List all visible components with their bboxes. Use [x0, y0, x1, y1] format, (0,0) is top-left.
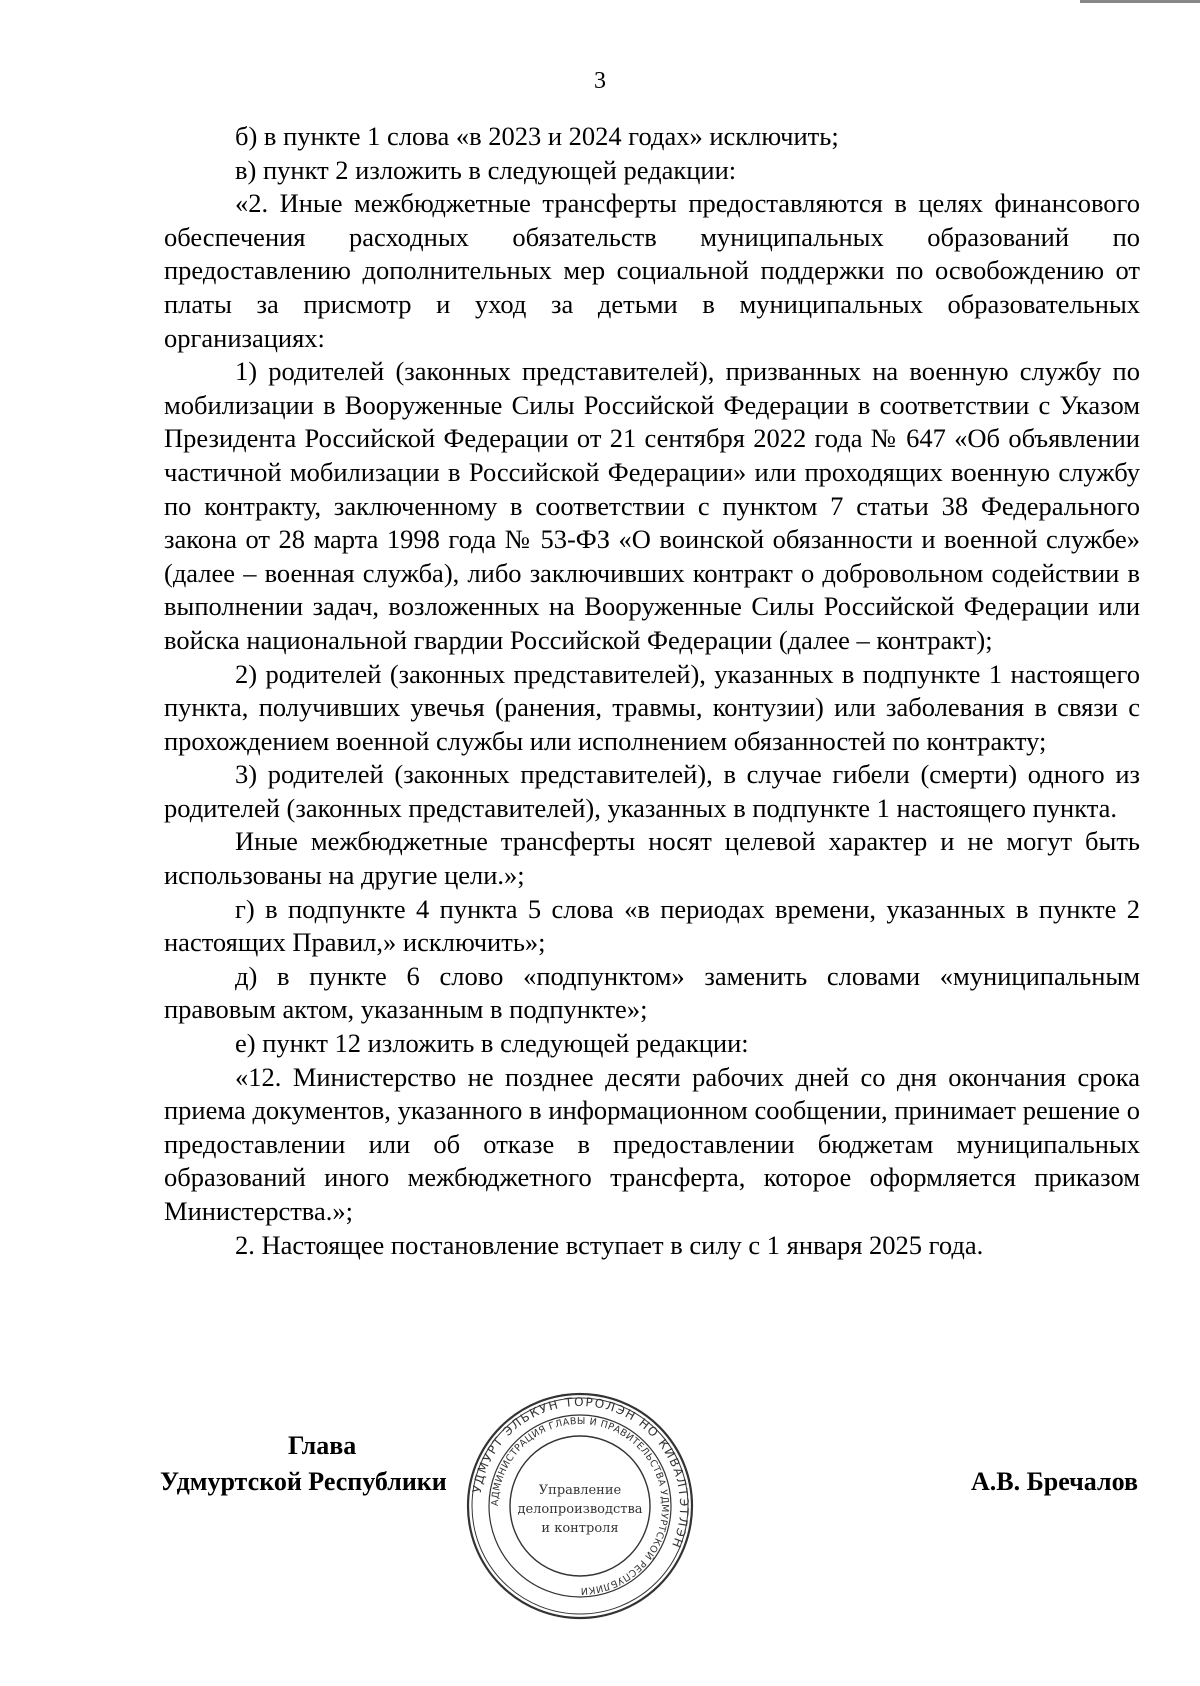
paragraph-point-12: «12. Министерство не позднее десяти рабочих дней со дня окончания срока приема документов, указанного в информационном сообщении, принимает решение о предоставлении или об отказе в предоставлении бюджетам муниципальных образований иного межбюджетного трансферта, которое оформляется приказом Министерства.»; — [164, 1061, 1140, 1226]
stamp-outer-text: УДМУРТ ЭЛЬКУН ТОРОЛЭН НО КИВАЛТЭТЛЭН — [469, 1394, 692, 1551]
paragraph-subpoint-3: 3) родителей (законных представителей), в случае гибели (смерти) одного из родителей (законных представителей), указанных в подпункте 1 настоящего пункта. — [164, 759, 1140, 823]
signatory-name: А.В. Бречалов — [970, 1467, 1138, 1496]
scan-edge-mark — [1080, 0, 1200, 3]
paragraph-b: б) в пункте 1 слова «в 2023 и 2024 годах» исключить; — [235, 121, 839, 151]
paragraph-effective-date: 2. Настоящее постановление вступает в силу с 1 января 2025 года. — [235, 1229, 984, 1260]
paragraph-g: г) в подпункте 4 пункта 5 слова «в периодах времени, указанных в пункте 2 настоящих Правил,» исключить»; — [164, 893, 1140, 958]
signatory-title-line2: Удмуртской Республики — [160, 1467, 447, 1496]
paragraph-transfers: Иные межбюджетные трансферты носят целевой характер и не могут быть использованы на другие цели.»; — [164, 826, 1140, 891]
paragraph-subpoint-2: 2) родителей (законных представителей), указанных в подпункте 1 настоящего пункта, получивших увечья (ранения, травмы, контузии) или заболевания в связи с прохождением военной службы или исполнением обязанностей по контракту; — [164, 658, 1140, 756]
paragraph-d: д) в пункте 6 слово «подпунктом» заменить словами «муниципальным правовым актом, указанным в подпункте»; — [164, 960, 1140, 1025]
signatory-title-line1: Глава — [288, 1431, 357, 1460]
paragraph-e: е) пункт 12 изложить в следующей редакции: — [235, 1028, 749, 1059]
stamp-center-line3: и контроля — [541, 1521, 619, 1536]
page-number: 3 — [594, 68, 606, 94]
document-body — [164, 120, 1140, 1262]
paragraph-subpoint-1: 1) родителей (законных представителей), призванных на военную службу по мобилизации в Вооруженные Силы Российской Федерации в соответствии с Указом Президента Российской Федерации от 21 сентября 2022 года № 647 «Об объявлении частичной мобилизации в Российской Федерации» или проходящих военную службу по контракту, заключенному в соответствии с пунктом 7 статьи 38 Федерального закона от 28 марта 1998 года № 53-ФЗ «О воинской обязанности и военной службе» (далее – военная служба), либо заключивших контракт о добровольном содействии в выполнении задач, возложенных на Вооруженные Силы Российской Федерации или войска национальной гвардии Российской Федерации (далее – контракт); — [164, 356, 1140, 655]
paragraph-point-2: «2. Иные межбюджетные трансферты предоставляются в целях финансового обеспечения расходных обязательств муниципальных образований по предоставлению дополнительных мер социальной поддержки по освобождению от платы за присмотр и уход за детьми в муниципальных образовательных организациях: — [164, 188, 1140, 353]
paragraph-v: в) пункт 2 изложить в следующей редакции: — [235, 154, 737, 185]
official-stamp — [464, 1390, 696, 1622]
stamp-center-line1: Управление — [538, 1483, 622, 1498]
stamp-inner-text: АДМИНИСТРАЦИЯ ГЛАВЫ И ПРАВИТЕЛЬСТВА УДМУРТСКОЙ РЕСПУБЛИКИ — [489, 1415, 671, 1597]
stamp-center-line2: делопроизводства — [517, 1502, 643, 1517]
signatory-title — [160, 1428, 447, 1500]
